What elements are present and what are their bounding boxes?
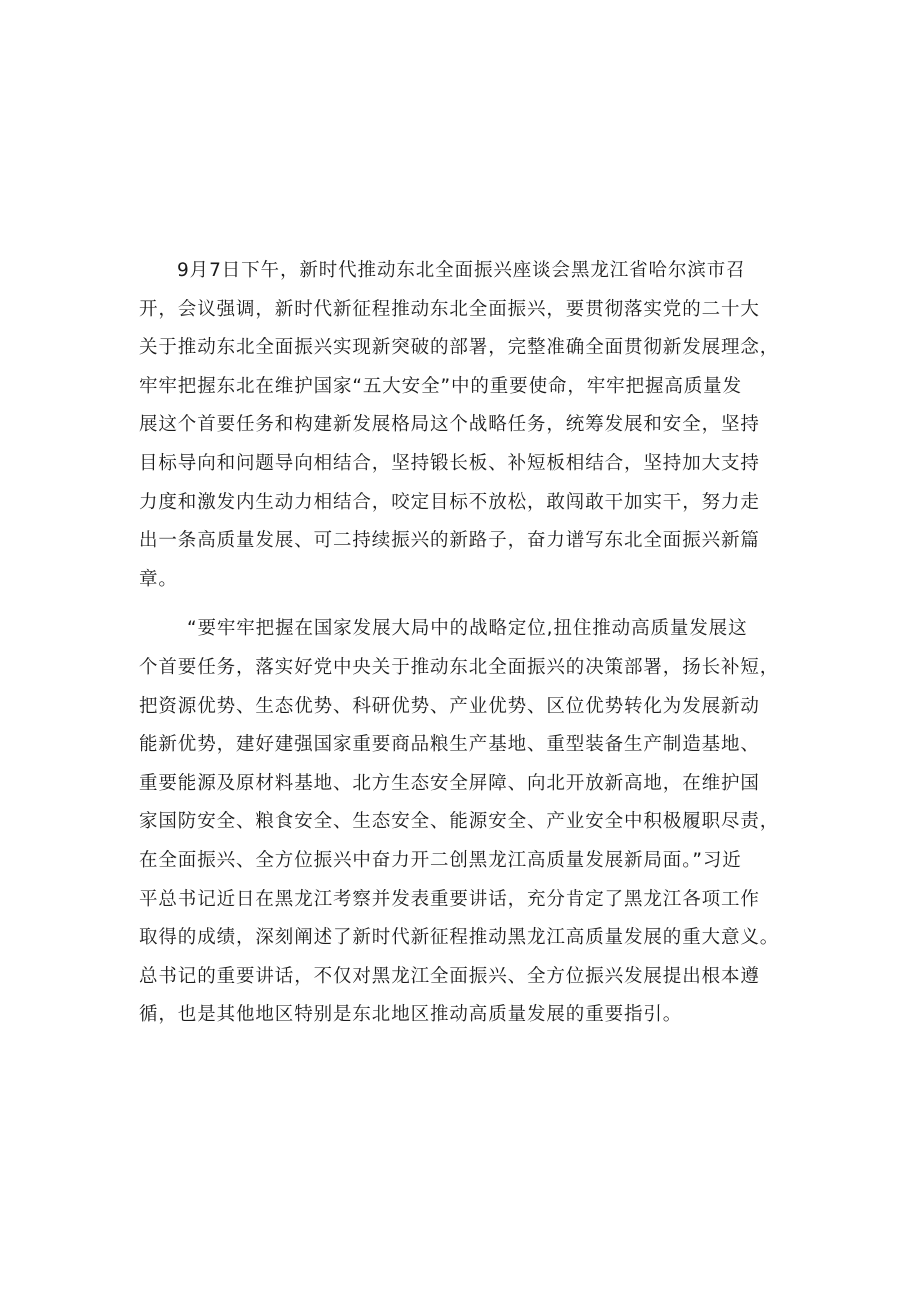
- paragraph-spacer: [139, 599, 789, 610]
- text-line: 平总书记近日在黑龙江考察并发表重要讲话，充分肯定了黑龙江各项工作: [139, 888, 760, 910]
- text-line: 总书记的重要讲话，不仅对黑龙江全面振兴、全方位振兴发展提出根本遵: [139, 965, 760, 987]
- text-line: 展这个首要任务和构建新发展格局这个战略任务，统筹发展和安全，坚持: [139, 414, 760, 436]
- text-line: 取得的成绩，深刻阐述了新时代新征程推动黑龙江高质量发展的重大意义。: [139, 927, 780, 949]
- paragraph-1: [139, 252, 789, 599]
- text-line: 家国防安全、粮食安全、生态安全、能源安全、产业安全中积极履职尽责，: [139, 811, 780, 833]
- text-line: 目标导向和问题导向相结合，坚持锻长板、补短板相结合，坚持加大支持: [139, 452, 760, 474]
- text-line: 把资源优势、生态优势、科研优势、产业优势、区位优势转化为发展新动: [139, 695, 760, 717]
- text-line: 章。: [139, 568, 178, 590]
- text-line: 力度和激发内生动力相结合，咬定目标不放松，敢闯敢干加实干，努力走: [139, 491, 760, 513]
- text-line: 关于推动东北全面振兴实现新突破的部署，完整准确全面贯彻新发展理念，: [139, 337, 780, 359]
- text-line: 在全面振兴、全方位振兴中奋力开二创黑龙江高质量发展新局面。”习近: [139, 849, 742, 871]
- text-line: “要牢牢把握在国家发展大局中的战略定位,扭住推动高质量发展这: [187, 618, 748, 640]
- text-line: 开，会议强调，新时代新征程推动东北全面振兴，要贯彻落实党的二十大: [139, 298, 760, 320]
- text-line: 循，也是其他地区特别是东北地区推动高质量发展的重要指引。: [139, 1004, 683, 1026]
- article-body: [139, 252, 789, 1035]
- paragraph-2: [139, 610, 789, 1035]
- text-line: 牢牢把握东北在维护国家“五大安全”中的重要使命，牢牢把握高质量发: [139, 375, 742, 397]
- text-line: 个首要任务，落实好党中央关于推动东北全面振兴的决策部署，扬长补短，: [139, 656, 780, 678]
- text-line: 能新优势，建好建强国家重要商品粮生产基地、重型装备生产制造基地、: [139, 734, 760, 756]
- text-line: 出一条高质量发展、可二持续振兴的新路子，奋力谱写东北全面振兴新篇: [139, 530, 760, 552]
- text-line: 9月7日下午，新时代推动东北全面振兴座谈会黑龙江省哈尔滨市召: [177, 260, 746, 281]
- text-line: 重要能源及原材料基地、北方生态安全屏障、向北开放新高地，在维护国: [139, 772, 760, 794]
